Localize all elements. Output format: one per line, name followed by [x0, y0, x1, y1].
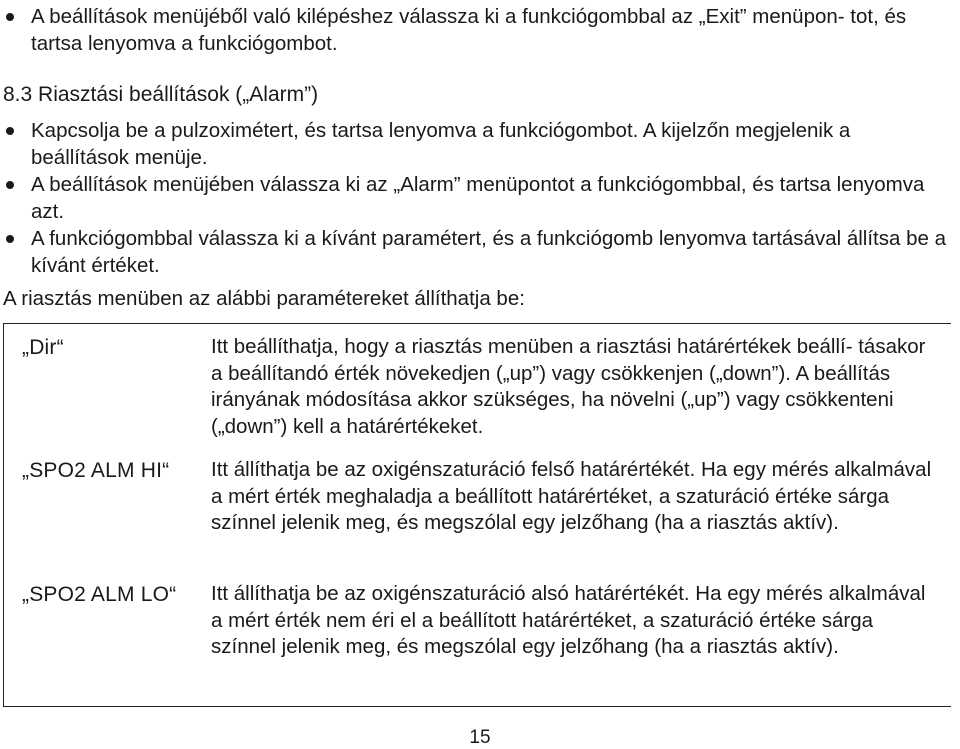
bullet-text: A beállítások menüjéből való kilépéshez válassza ki a funkciógombbal az „Exit” menüpon- tot, és tartsa lenyomva a funkciógombot. [31, 5, 907, 55]
exit-instruction-bullet [6, 3, 946, 57]
bullet-dot-icon [6, 13, 14, 21]
parameter-table [3, 323, 951, 707]
bullet-text: A funkciógombbal válassza ki a kívánt paramétert, és a funkciógomb lenyomva tartásával állítsa be a kívánt értéket. [31, 227, 947, 277]
step-bullet-set-parameter [6, 225, 946, 279]
param-name-dir: „Dir“ [22, 336, 64, 359]
step-bullet-power-on [6, 117, 946, 171]
bullet-text: Kapcsolja be a pulzoximétert, és tartsa lenyomva a funkciógombot. A kijelzőn megjelenik a beállítások menüje. [31, 119, 851, 169]
bullet-text: A beállítások menüjében válassza ki az „Alarm” menüpontot a funkciógombbal, és tartsa lenyomva azt. [31, 173, 925, 223]
parameters-intro: A riasztás menüben az alábbi paramétereket állíthatja be: [3, 287, 525, 310]
bullet-dot-icon [6, 127, 14, 135]
bullet-dot-icon [6, 235, 14, 243]
param-desc-dir: Itt beállíthatja, hogy a riasztás menüben a riasztási határértékek beállí- tásakor a beállítandó érték növekedjen („up”) vagy csökkenjen („down”). A beállítás irányának módosítása akkor szükséges, ha növelni („up”) vagy csökkenteni („down”) kell a határértékeket. [211, 335, 926, 438]
step-bullet-select-alarm [6, 171, 946, 225]
param-name-spo2-alm-lo: „SPO2 ALM LO“ [22, 583, 177, 606]
section-heading: 8.3 Riasztási beállítások („Alarm”) [3, 83, 319, 106]
param-name-spo2-alm-hi: „SPO2 ALM HI“ [22, 459, 170, 482]
param-desc-spo2-alm-lo: Itt állíthatja be az oxigénszaturáció alsó határértékét. Ha egy mérés alkalmával a mért érték nem éri el a beállított határértéket, a szaturáció értéke sárga színnel jelenik meg, és megszólal egy jelzőhang (ha a riasztás aktív). [211, 582, 926, 658]
param-desc-spo2-alm-hi: Itt állíthatja be az oxigénszaturáció felső határértékét. Ha egy mérés alkalmával a mért érték meghaladja a beállított határértéket, a szaturáció értéke sárga színnel jelenik meg, és megszólal egy jelzőhang (ha a riasztás aktív). [211, 458, 932, 534]
page-number: 15 [469, 727, 491, 748]
bullet-dot-icon [6, 181, 14, 189]
